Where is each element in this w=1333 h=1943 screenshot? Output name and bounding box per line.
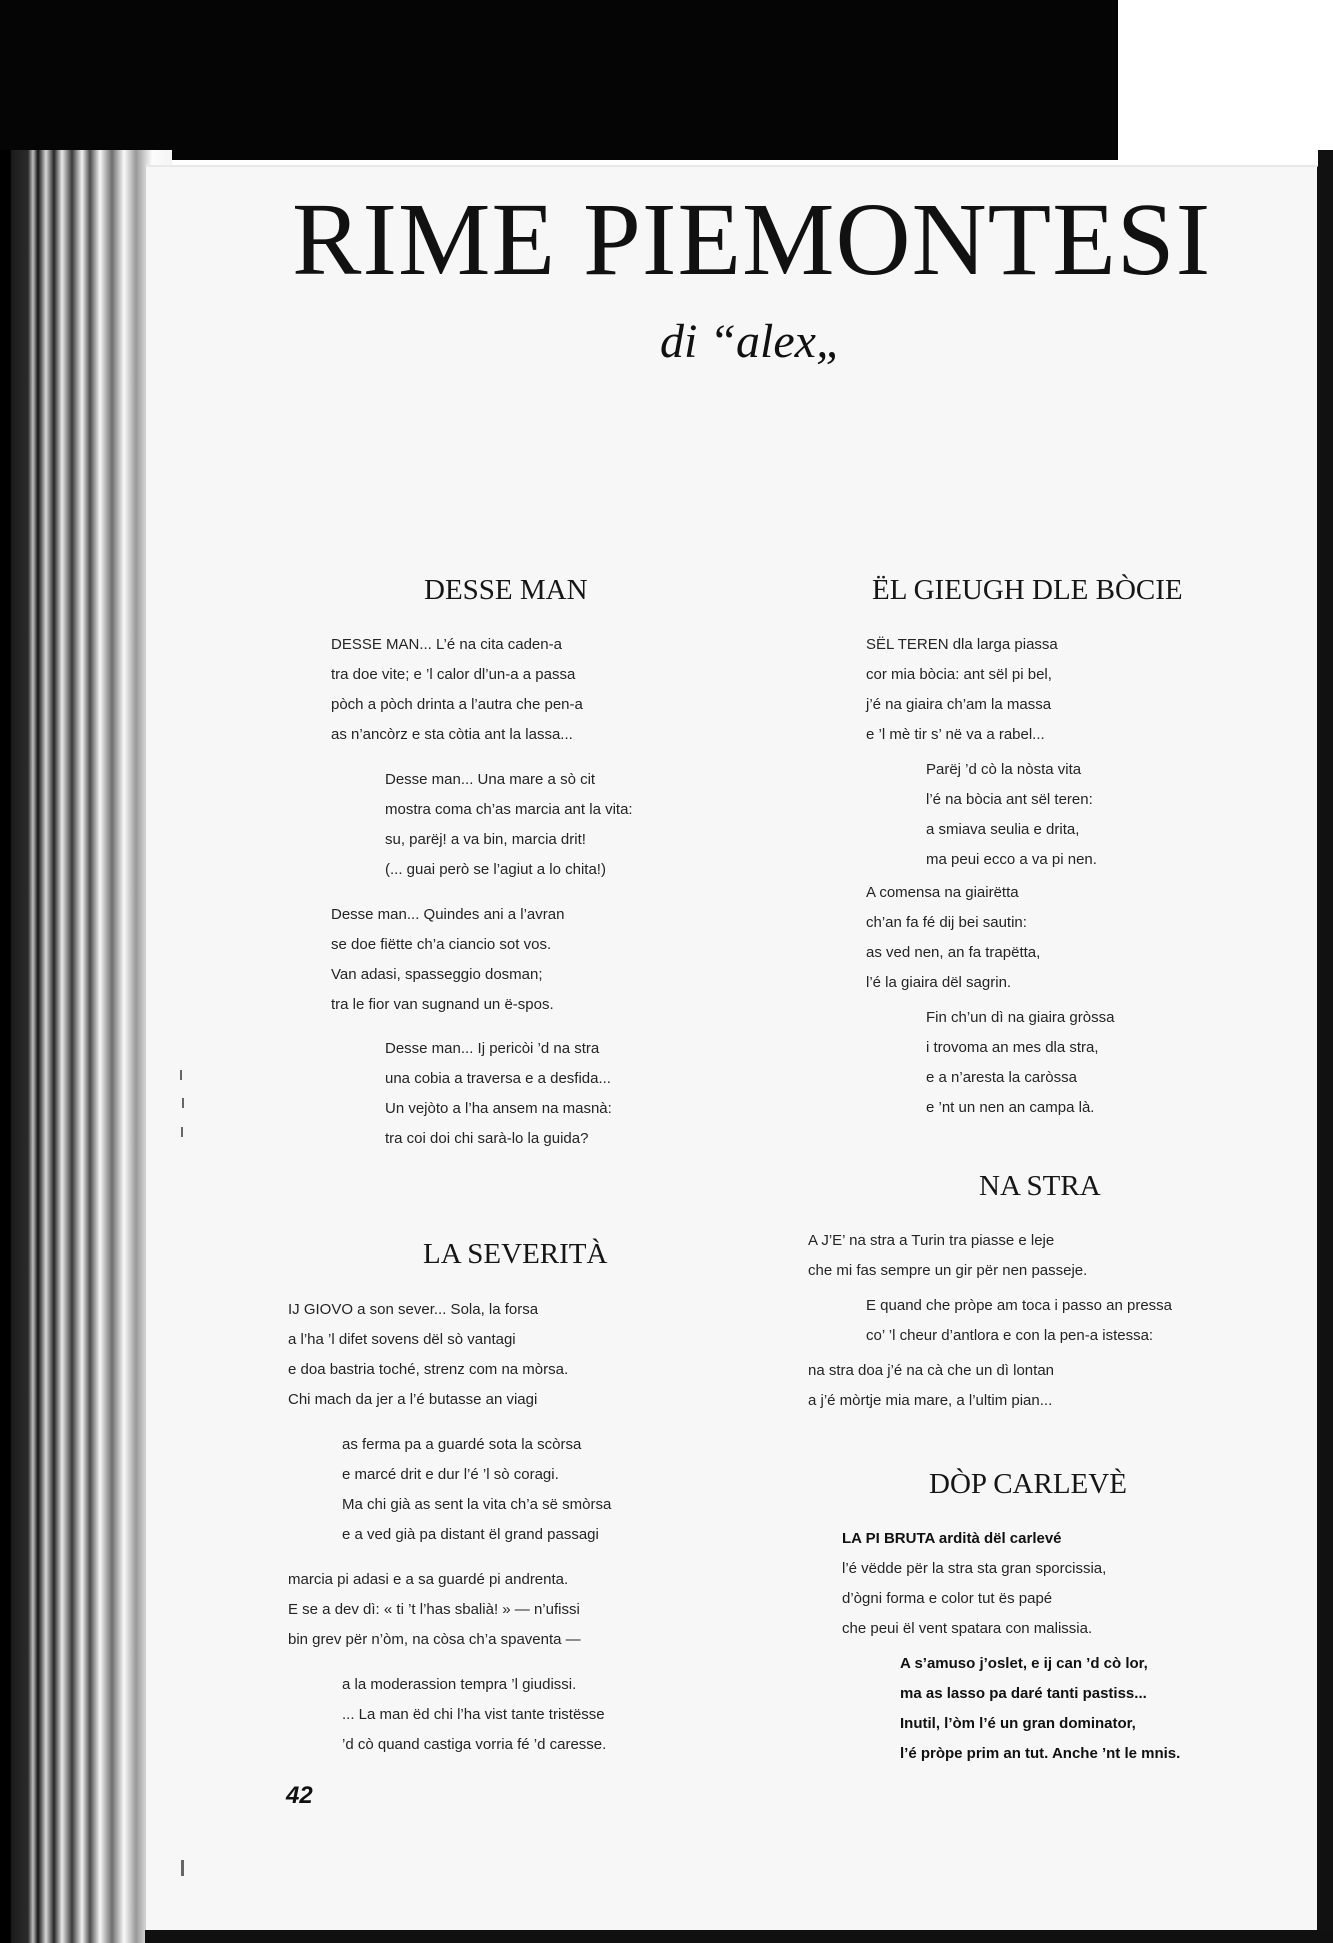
poem-line: se doe fiëtte ch’a ciancio sot vos. [331,936,552,953]
poem-line: e ’l mè tir s’ në va a rabel... [866,726,1045,743]
scan-mark [181,1860,184,1876]
scan-mark [180,1070,182,1080]
page-bottom-shadow [145,1930,1333,1943]
page-title: RIME PIEMONTESI [292,182,1212,297]
top-right-white-band [1118,0,1333,160]
poem-line: Parëj ’d cò la nòsta vita [926,761,1082,778]
poem-line: a j’é mòrtje mia mare, a l’ultim pian... [808,1392,1053,1409]
poem-line: tra le fior van sugnand un ë-spos. [331,996,554,1013]
poem-line: LA PI BRUTA ardità dël carlevé [842,1530,1062,1547]
poem-line: ma as lasso pa daré tanti pastiss... [900,1685,1147,1702]
poem-line: e a n’aresta la caròssa [926,1069,1077,1086]
poem-line: SËL TEREN dla larga piassa [866,636,1058,653]
poem-line: tra coi doi chi sarà-lo la guida? [385,1130,589,1147]
poem-line: Chi mach da jer a l’é butasse an viagi [288,1391,538,1408]
poem-line: marcia pi adasi e a sa guardé pi andrenta. [288,1571,569,1588]
poem-line: e ’nt un nen an campa là. [926,1099,1095,1116]
page-number: 42 [286,1782,313,1809]
poem-line: as n’ancòrz e sta còtia ant la lassa... [331,726,573,743]
poem-line: l’é la giaira dël sagrin. [866,974,1012,991]
poem-title-na-stra: NA STRA [979,1170,1101,1202]
page-right-shadow [1318,150,1333,1943]
poem-title-la-severita: LA SEVERITÀ [423,1238,608,1270]
poem-line: e marcé drit e dur l’é ’l sò coragi. [342,1466,559,1483]
poem-line: na stra doa j’é na cà che un dì lontan [808,1362,1055,1379]
poem-line: pòch a pòch drinta a l’autra che pen-a [331,696,583,713]
poem-line: Fin ch’un dì na giaira gròssa [926,1009,1115,1026]
poem-line: d’ògni forma e color tut ës papé [842,1590,1053,1607]
poem-line: as ved nen, an fa trapëtta, [866,944,1041,961]
poem-line: e a ved già pa distant ël grand passagi [342,1526,599,1543]
poem-line: che peui ël vent spatara con malissia. [842,1620,1093,1637]
poem-line: che mi fas sempre un gir për nen passeje. [808,1262,1088,1279]
poem-line: Van adasi, spasseggio dosman; [331,966,543,983]
poem-line: ’d cò quand castiga vorria fé ’d caresse. [342,1736,607,1753]
poem-line: ... La man ëd chi l’ha vist tante tristësse [342,1706,605,1723]
poem-line: bin grev për n’òm, na còsa ch’a spaventa — [288,1631,581,1648]
poem-line: Desse man... Una mare a sò cit [385,771,596,788]
poem-line: ma peui ecco a va pi nen. [926,851,1097,868]
poem-title-desse-man: DESSE MAN [424,574,588,606]
poem-line: as ferma pa a guardé sota la scòrsa [342,1436,582,1453]
top-black-band [0,0,1118,160]
poem-line: (... guai però se l’agiut a lo chita!) [385,861,606,878]
scan-mark [181,1127,183,1137]
poem-title-el-gieugh-dle-bocie: ËL GIEUGH DLE BÒCIE [872,574,1183,606]
page-subtitle: di “alex„ [660,315,843,368]
poem-line: l’é na bòcia ant sël teren: [926,791,1093,808]
poem-line: l’é vëdde për la stra sta gran sporcissia, [842,1560,1107,1577]
poem-line: cor mia bòcia: ant sël pi bel, [866,666,1052,683]
poem-line: E se a dev dì: « ti ’t l’has sbalià! » — n’ufissi [288,1601,580,1618]
poem-line: Un vejòto a l’ha ansem na masnà: [385,1100,612,1117]
poem-line: co’ ’l cheur d’antlora e con la pen-a istessa: [866,1327,1154,1344]
poem-line: A s’amuso j’oslet, e ij can ’d cò lor, [900,1655,1148,1672]
poem-line: tra doe vite; e ’l calor dl’un-a a passa [331,666,576,683]
poem-line: i trovoma an mes dla stra, [926,1039,1099,1056]
poem-line: a la moderassion tempra ’l giudissi. [342,1676,577,1693]
poem-line: A J’E’ na stra a Turin tra piasse e leje [808,1232,1055,1249]
poem-line: Desse man... Ij pericòi ’d na stra [385,1040,600,1057]
poem-line: a smiava seulia e drita, [926,821,1080,838]
scan-mark [182,1098,184,1108]
poem-line: IJ GIOVO a son sever... Sola, la forsa [288,1301,539,1318]
poem-line: l’é pròpe prim an tut. Anche ’nt le mnis. [900,1745,1181,1762]
poem-title-dop-carleve: DÒP CARLEVÈ [929,1468,1127,1500]
poem-line: a l’ha ’l difet sovens dël sò vantagi [288,1331,516,1348]
poem-line: Desse man... Quindes ani a l’avran [331,906,565,923]
poem-line: su, parëj! a va bin, marcia drit! [385,831,586,848]
poem-line: E quand che pròpe am toca i passo an pressa [866,1297,1173,1314]
poem-line: DESSE MAN... L’é na cita caden-a [331,636,562,653]
poem-line: una cobia a traversa e a desfida... [385,1070,611,1087]
poem-line: j’é na giaira ch’am la massa [866,696,1052,713]
poem-line: A comensa na giairëtta [866,884,1019,901]
poem-line: Ma chi già as sent la vita ch’a së smòrsa [342,1496,612,1513]
poem-line: Inutil, l’òm l’é un gran dominator, [900,1715,1136,1732]
poem-line: ch’an fa fé dij bei sautin: [866,914,1027,931]
poem-line: mostra coma ch’as marcia ant la vita: [385,801,633,818]
poem-line: e doa bastria toché, strenz com na mòrsa. [288,1361,569,1378]
